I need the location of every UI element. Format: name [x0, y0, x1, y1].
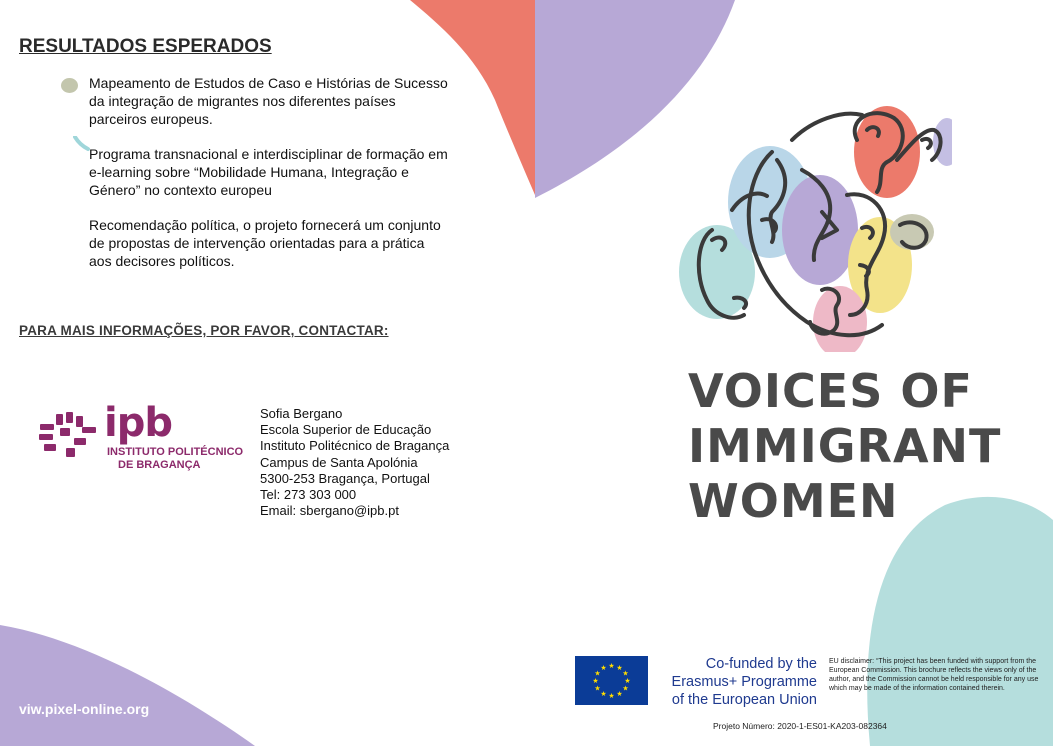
ipb-abbr: ipb	[104, 400, 172, 446]
eu-flag-icon	[575, 656, 648, 705]
contact-details	[260, 406, 449, 519]
cover-title-line3: WOMEN	[688, 474, 899, 528]
contact-email[interactable]: Email: sbergano@ipb.pt	[260, 503, 399, 519]
svg-text:★: ★	[592, 677, 599, 685]
results-title: RESULTADOS ESPERADOS	[19, 36, 272, 57]
eu-disclaimer: EU disclaimer: “This project has been funded with support from the European Commission. This brochure reflects the views only of the author, and the Commission cannot be held responsible for any use which may be made of the information contained therein.	[829, 658, 1039, 692]
result-item-1: Mapeamento de Estudos de Caso e Histórias de Sucesso da integração de migrantes nos diferentes países parceiros europeus.	[89, 75, 448, 127]
svg-text:★: ★	[608, 692, 615, 700]
ipb-logo	[36, 400, 246, 471]
contact-campus: Campus de Santa Apolónia	[260, 454, 418, 470]
contact-phone: Tel: 273 303 000	[260, 487, 357, 503]
svg-text:★: ★	[600, 690, 607, 698]
ipb-emblem-icon	[36, 410, 106, 460]
faces-illustration	[672, 100, 952, 352]
bullet-dot	[61, 78, 78, 93]
svg-text:★: ★	[622, 669, 629, 678]
teal-blob	[867, 497, 1053, 746]
svg-text:★: ★	[624, 677, 631, 685]
cofunded-line1: Co-funded by the	[705, 656, 817, 672]
project-number: Projeto Número: 2020-1-ES01-KA203-082364	[713, 721, 887, 731]
cofunded-text	[652, 655, 817, 709]
cover-title-line2: IMMIGRANT	[688, 419, 1002, 473]
contact-school: Escola Superior de Educação	[260, 422, 432, 438]
cover-title	[688, 364, 1001, 529]
contact-name: Sofia Bergano	[260, 406, 343, 421]
svg-text:★: ★	[608, 662, 615, 670]
result-item-2: Programa transnacional e interdisciplinar de formação em e-learning sobre “Mobilidade Humana, Integração e Género” no contexto europeu	[89, 146, 448, 198]
ipb-name-line1: INSTITUTO POLITÉCNICO	[107, 446, 244, 458]
ipb-name-line2: DE BRAGANÇA	[118, 459, 201, 471]
lavender-corner-blob	[0, 625, 255, 746]
contact-city: 5300-253 Bragança, Portugal	[260, 470, 430, 486]
cofunded-line3: of the European Union	[671, 692, 817, 708]
result-item-3: Recomendação política, o projeto fornecerá um conjunto de propostas de intervenção orientadas para a prática aos decisores políticos.	[89, 217, 441, 269]
svg-text:★: ★	[594, 684, 601, 693]
svg-text:★: ★	[616, 690, 623, 698]
cover-title-line1: VOICES OF	[688, 364, 973, 418]
contact-title: PARA MAIS INFORMAÇÕES, POR FAVOR, CONTACTAR:	[19, 323, 389, 338]
cofunded-line2: Erasmus+ Programme	[671, 674, 817, 690]
website-url[interactable]: viw.pixel-online.org	[19, 701, 150, 717]
svg-text:★: ★	[616, 664, 623, 672]
contact-institute: Instituto Politécnico de Bragança	[260, 438, 450, 454]
svg-text:★: ★	[594, 669, 601, 678]
svg-text:★: ★	[622, 684, 629, 693]
svg-text:★: ★	[600, 664, 607, 672]
